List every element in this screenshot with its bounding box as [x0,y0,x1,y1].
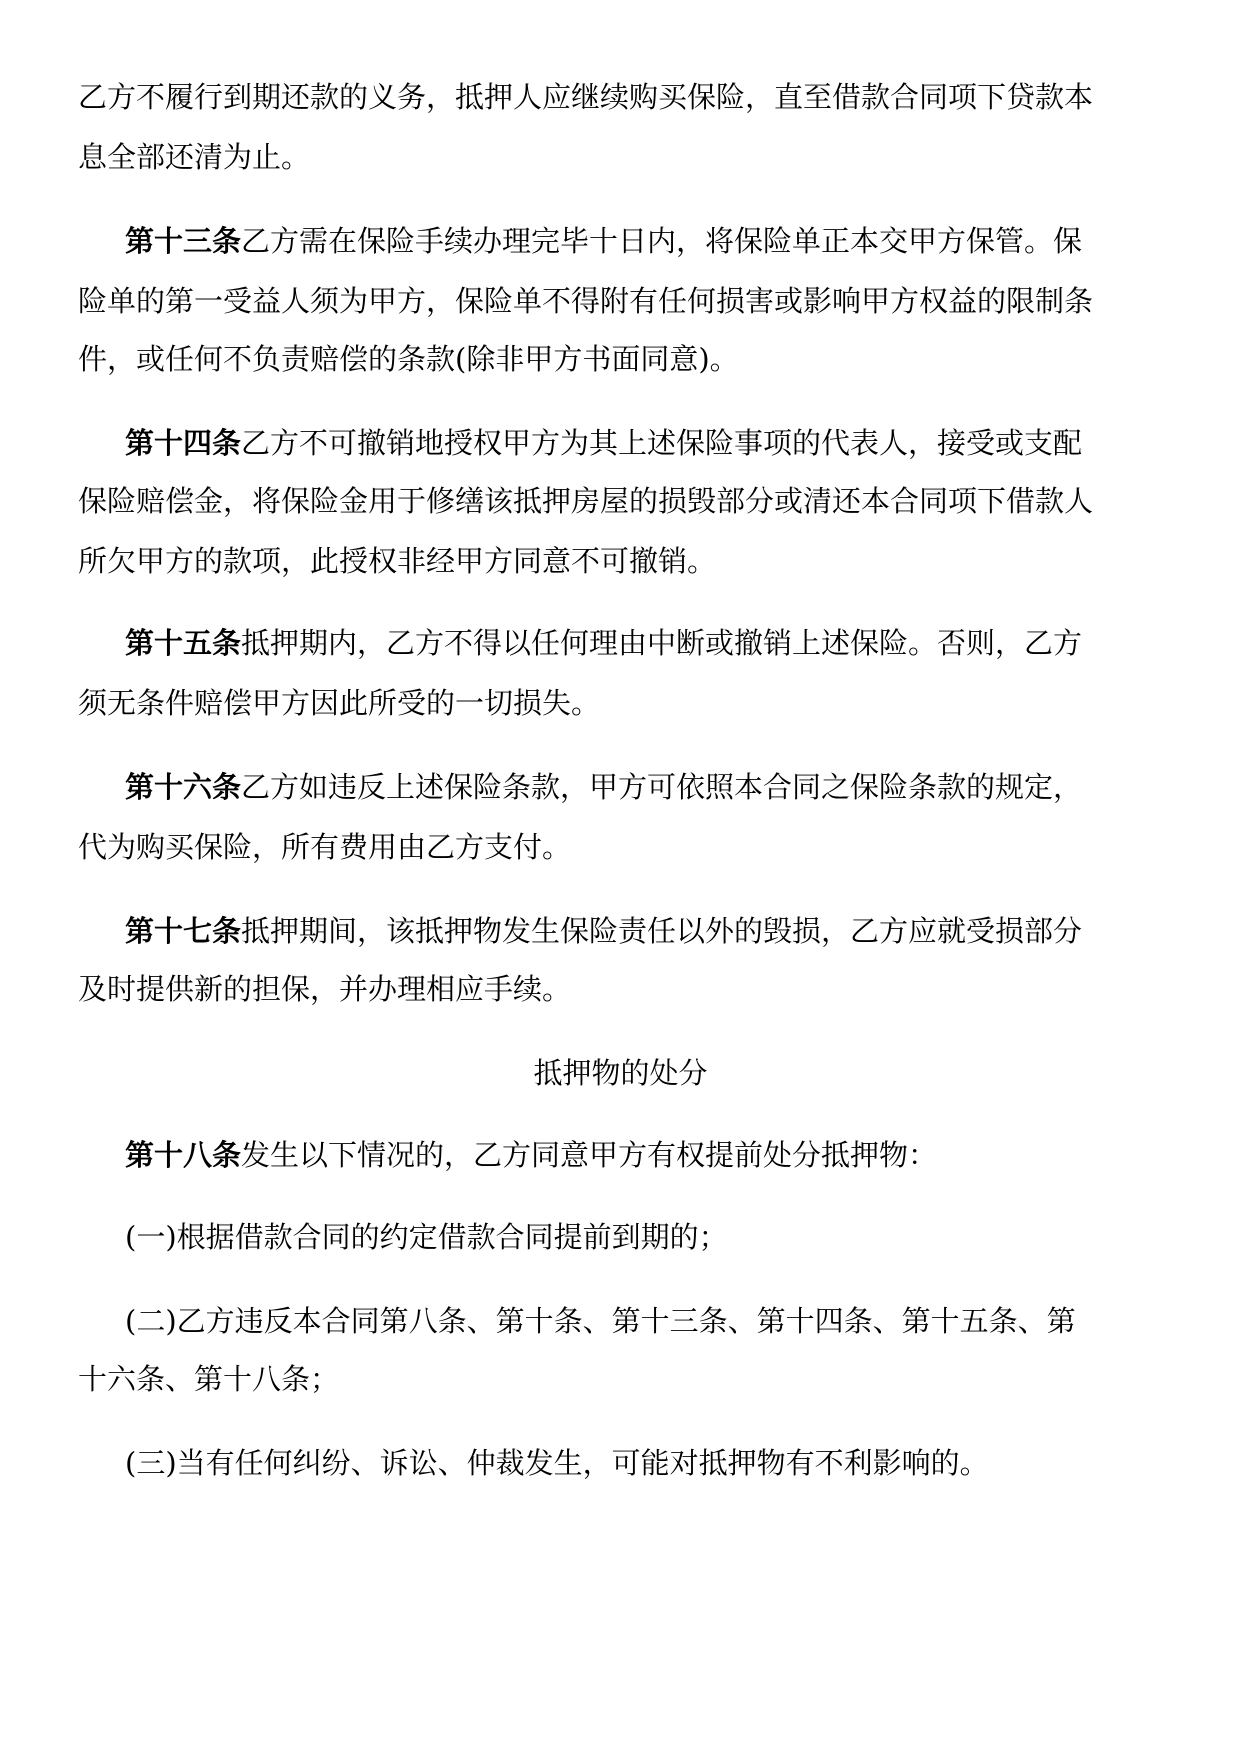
paragraph-line: 乙方不履行到期还款的义务，抵押人应继续购买保险，直至借款合同项下贷款本 [78,80,1094,114]
article-17-title: 第十七条 [125,914,242,948]
article-15-first-line [125,623,1082,663]
paragraph-line: 险单的第一受益人须为甲方，保险单不得附有任何损害或影响甲方权益的限制条 [78,284,1094,318]
article-13-first-line [125,221,1082,261]
paragraph-line: 及时提供新的担保，并办理相应手续。 [78,972,572,1006]
article-13-title: 第十三条 [125,224,242,258]
paragraph-line: 乙方如违反上述保险条款，甲方可依照本合同之保险条款的规定， [241,770,1083,804]
section-heading: 抵押物的处分 [533,1056,708,1090]
article-18-first-line [125,1135,937,1175]
article-14-first-line [125,423,1082,463]
list-item-1: (一)根据借款合同的约定借款合同提前到期的； [125,1220,728,1254]
article-14-title: 第十四条 [125,426,242,460]
article-15-title: 第十五条 [125,626,242,660]
article-17-first-line [125,911,1082,951]
paragraph-line: 抵押期内，乙方不得以任何理由中断或撤销上述保险。否则，乙方 [241,626,1083,660]
paragraph-line: 所欠甲方的款项，此授权非经甲方同意不可撤销。 [78,544,717,578]
article-18-title: 第十八条 [125,1138,242,1172]
paragraph-line: 发生以下情况的，乙方同意甲方有权提前处分抵押物： [241,1138,938,1172]
paragraph-line: 乙方需在保险手续办理完毕十日内，将保险单正本交甲方保管。保 [241,224,1083,258]
list-item-2-continuation: 十六条、第十八条； [78,1362,340,1396]
paragraph-line: 保险赔偿金，将保险金用于修缮该抵押房屋的损毁部分或清还本合同项下借款人 [78,484,1094,518]
list-item-2: (二)乙方违反本合同第八条、第十条、第十三条、第十四条、第十五条、第 [125,1304,1076,1338]
paragraph-line: 件，或任何不负责赔偿的条款(除非甲方书面同意)。 [78,342,739,376]
article-16-title: 第十六条 [125,770,242,804]
paragraph-line: 须无条件赔偿甲方因此所受的一切损失。 [78,686,601,720]
paragraph-line: 息全部还清为止。 [78,140,311,174]
article-16-first-line [125,767,1082,807]
paragraph-line: 抵押期间，该抵押物发生保险责任以外的毁损，乙方应就受损部分 [241,914,1083,948]
paragraph-line: 代为购买保险，所有费用由乙方支付。 [78,830,572,864]
paragraph-line: 乙方不可撤销地授权甲方为其上述保险事项的代表人，接受或支配 [241,426,1083,460]
list-item-3: (三)当有任何纠纷、诉讼、仲裁发生，可能对抵押物有不利影响的。 [125,1446,989,1480]
